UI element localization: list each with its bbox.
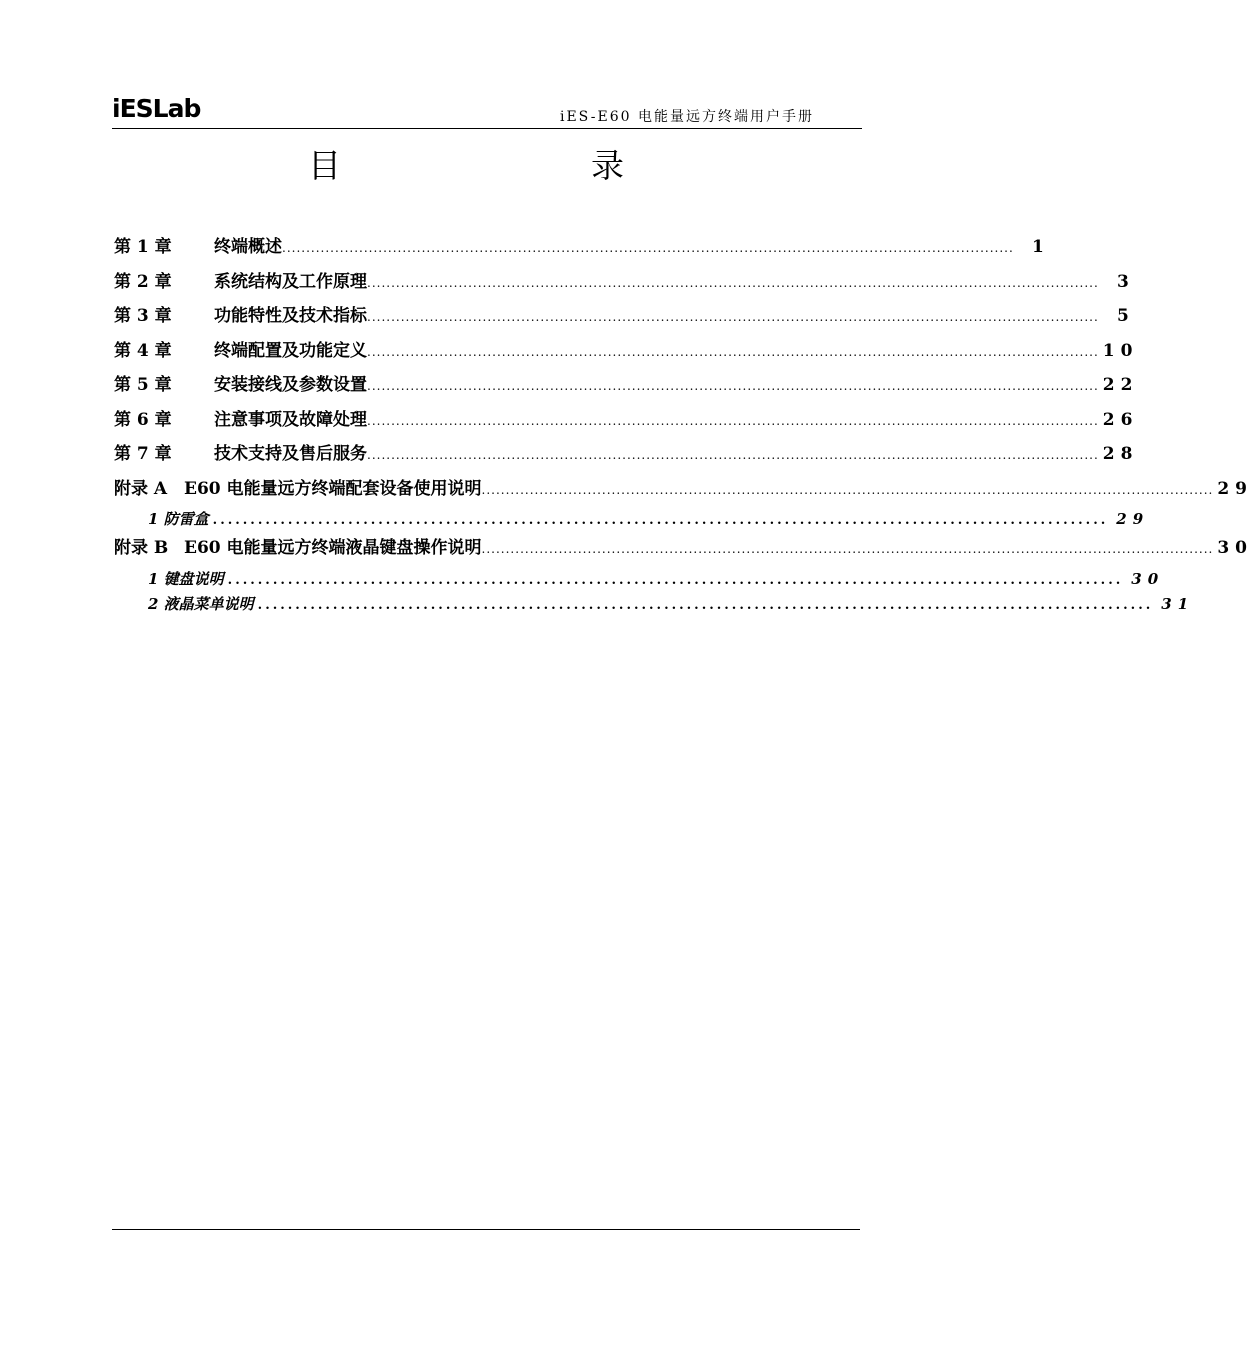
toc-subentry[interactable] <box>114 568 1165 593</box>
toc-entry-number: 附录 A <box>114 478 168 499</box>
toc-entry[interactable] <box>114 439 1139 474</box>
toc-leader: ........................................................................................................................................................ <box>367 448 1099 462</box>
toc-entry-page: 10 <box>1102 340 1139 361</box>
toc-subentry-page: 31 <box>1161 594 1195 613</box>
footer-rule <box>112 1229 860 1230</box>
toc-subentry[interactable] <box>114 593 1195 618</box>
toc-entry[interactable] <box>114 474 1253 509</box>
toc-entry-page: 22 <box>1102 375 1139 395</box>
table-of-contents <box>114 232 1253 618</box>
toc-entry-title: E60 电能量远方终端配套设备使用说明 <box>184 478 482 499</box>
toc-entry-page: 3 <box>1116 271 1135 292</box>
toc-subentry-title: 2 液晶菜单说明 <box>148 594 254 613</box>
toc-entry[interactable] <box>114 301 1135 336</box>
toc-leader: ........................................................................................................................................................ <box>367 413 1099 428</box>
toc-entry-number: 第 2 章 <box>114 271 172 292</box>
toc-subentry-title: 1 防雷盒 <box>148 510 209 528</box>
toc-leader: ........................................................................................................................................................ <box>481 482 1214 497</box>
toc-heading <box>308 146 624 186</box>
toc-leader: ....................................................................................................................... <box>257 597 1154 613</box>
toc-entry-title: E60 电能量远方终端液晶键盘操作说明 <box>184 538 482 558</box>
toc-entry-page: 5 <box>1116 306 1135 326</box>
toc-entry-number: 第 5 章 <box>114 375 172 395</box>
toc-heading-right: 录 <box>591 146 624 185</box>
toc-entry[interactable] <box>114 267 1135 302</box>
toc-entry-page: 1 <box>1031 237 1050 257</box>
toc-leader: ........................................................................................................................................................ <box>481 542 1214 556</box>
toc-leader: ........................................................................................................................................................ <box>367 344 1099 359</box>
toc-leader: ....................................................................................................................... <box>212 513 1109 528</box>
page-header <box>112 96 862 129</box>
toc-entry[interactable] <box>114 336 1139 371</box>
toc-entry-number: 第 6 章 <box>114 409 172 430</box>
toc-entry-page: 26 <box>1102 409 1139 430</box>
toc-entry-title: 安装接线及参数设置 <box>214 375 367 395</box>
toc-entry[interactable] <box>114 370 1139 405</box>
company-logo: iESLab <box>112 94 201 123</box>
toc-leader: ........................................................................................................................................................ <box>367 379 1099 393</box>
toc-entry-page: 29 <box>1217 478 1253 499</box>
toc-entry-title: 功能特性及技术指标 <box>214 306 367 326</box>
toc-entry-number: 第 4 章 <box>114 340 172 361</box>
document-title: iES-E60 电能量远方终端用户手册 <box>559 109 814 125</box>
toc-entry-number: 第 1 章 <box>114 237 172 257</box>
toc-entry-title: 技术支持及售后服务 <box>214 444 367 464</box>
toc-entry[interactable] <box>114 533 1253 568</box>
toc-entry-title: 系统结构及工作原理 <box>214 271 367 292</box>
toc-entry-number: 第 3 章 <box>114 306 172 326</box>
toc-leader: ........................................................................................................................................................ <box>367 310 1099 324</box>
toc-leader: ........................................................................................................................................................ <box>367 275 1099 290</box>
toc-entry-title: 注意事项及故障处理 <box>214 409 367 430</box>
toc-entry-title: 终端概述 <box>214 237 282 257</box>
toc-leader: ....................................................................................................................... <box>227 572 1124 588</box>
toc-subentry-page: 30 <box>1131 569 1165 588</box>
toc-subentry-page: 29 <box>1116 510 1150 528</box>
toc-entry-page: 30 <box>1217 538 1253 558</box>
toc-entry-page: 28 <box>1102 444 1139 464</box>
toc-entry[interactable] <box>114 232 1050 267</box>
toc-subentry[interactable] <box>114 508 1150 533</box>
toc-heading-left: 目 <box>308 146 341 185</box>
toc-entry[interactable] <box>114 405 1139 440</box>
toc-leader: ........................................................................................................................................................ <box>282 241 1014 255</box>
toc-entry-number: 第 7 章 <box>114 444 172 464</box>
toc-subentry-title: 1 键盘说明 <box>148 569 224 588</box>
toc-entry-title: 终端配置及功能定义 <box>214 340 367 361</box>
toc-entry-number: 附录 B <box>114 538 169 558</box>
